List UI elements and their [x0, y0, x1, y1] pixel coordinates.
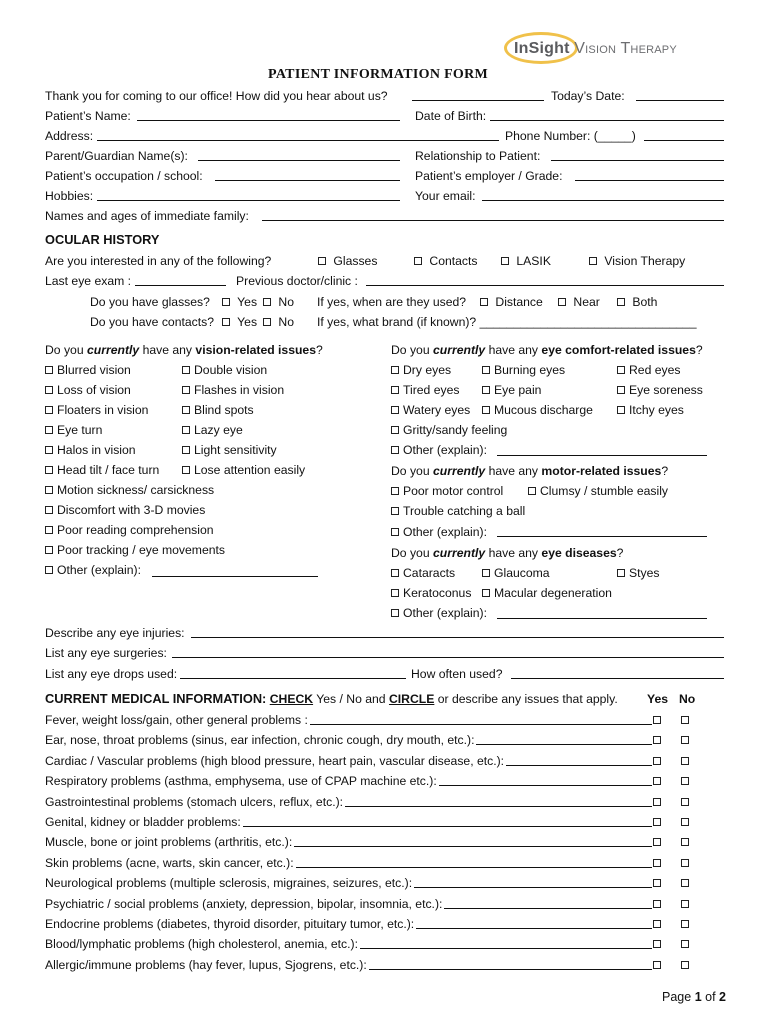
comfort-issue-item-label: Eye pain [494, 383, 542, 397]
medical-item-label: Genital, kidney or bladder problems: [45, 815, 241, 829]
checkbox-icon[interactable] [617, 386, 625, 394]
comfort-issue-item[interactable] [617, 382, 703, 398]
parent-label: Parent/Guardian Name(s): [45, 149, 188, 163]
medical-item-field[interactable] [414, 887, 652, 888]
medical-no-checkbox[interactable] [681, 859, 689, 867]
checkbox-icon[interactable] [391, 366, 399, 374]
medical-no-checkbox[interactable] [681, 838, 689, 846]
glasses-used-label: If yes, when are they used? [317, 295, 467, 309]
comfort-other-field[interactable] [497, 455, 707, 456]
family-field[interactable] [262, 220, 724, 221]
medical-item-label: Respiratory problems (asthma, emphysema, use of CPAP machine etc.): [45, 774, 437, 789]
medical-no-checkbox[interactable] [681, 940, 689, 948]
comfort-issue-item-label: Burning eyes [494, 363, 566, 377]
checkbox-icon[interactable] [480, 298, 488, 306]
medical-no-checkbox[interactable] [681, 818, 689, 826]
medical-item-field[interactable] [310, 724, 652, 725]
medical-item-field[interactable] [439, 785, 652, 786]
checkbox-icon[interactable] [482, 366, 490, 374]
medical-yes-checkbox[interactable] [653, 961, 661, 969]
medical-heading: CURRENT MEDICAL INFORMATION: CHECK Yes / No and CIRCLE or describe any issues that apply. [45, 691, 618, 706]
hear-about-field[interactable] [412, 100, 544, 101]
medical-item-field[interactable] [444, 908, 652, 909]
checkbox-icon[interactable] [482, 386, 490, 394]
checkbox-icon[interactable] [414, 257, 422, 265]
comfort-issue-item-label: Watery eyes [403, 403, 471, 417]
medical-item-field[interactable] [294, 846, 652, 847]
vision-issue-item[interactable] [45, 542, 225, 558]
medical-yes-checkbox[interactable] [653, 879, 661, 887]
comfort-issues-question: Do you currently have any eye comfort-related issues? [391, 343, 703, 357]
hobbies-label: Hobbies: [45, 189, 94, 203]
medical-item-label: Blood/lymphatic problems (high cholesterol, anemia, etc.): [45, 937, 358, 952]
medical-no-checkbox[interactable] [681, 920, 689, 928]
address-label: Address: [45, 129, 94, 143]
checkbox-icon[interactable] [182, 386, 190, 394]
employer-field[interactable] [575, 180, 724, 181]
family-label: Names and ages of immediate family: [45, 209, 249, 223]
vision-issue-item[interactable] [182, 462, 305, 478]
page-title: PATIENT INFORMATION FORM [268, 67, 489, 82]
motor-issues-question: Do you currently have any motor-related issues? [391, 464, 669, 478]
checkbox-icon[interactable] [391, 609, 399, 617]
phone-field[interactable] [644, 140, 724, 141]
medical-item-field[interactable] [360, 948, 652, 949]
checkbox-icon[interactable] [182, 426, 190, 434]
checkbox-icon[interactable] [45, 426, 53, 434]
contacts-yes[interactable]: Yes [222, 314, 257, 330]
disease-other[interactable]: Other (explain): [391, 605, 487, 621]
page-number: Page 1 of 2 [662, 990, 726, 1004]
injuries-field[interactable] [191, 637, 724, 638]
checkbox-icon[interactable] [391, 386, 399, 394]
comfort-issue-item[interactable] [391, 402, 470, 418]
comfort-issue-item-label: Tired eyes [403, 383, 460, 397]
medical-no-checkbox[interactable] [681, 879, 689, 887]
checkbox-icon[interactable] [45, 566, 53, 574]
checkbox-icon[interactable] [45, 446, 53, 454]
checkbox-icon[interactable] [558, 298, 566, 306]
vision-issue-item-label: Poor reading comprehension [57, 523, 214, 537]
comfort-issue-item[interactable] [617, 402, 684, 418]
vision-issue-item[interactable] [182, 362, 267, 378]
comfort-issue-item-label: Red eyes [629, 363, 681, 377]
address-field[interactable] [97, 140, 499, 141]
checkbox-icon[interactable] [391, 589, 399, 597]
medical-item-field[interactable] [345, 806, 652, 807]
checkbox-icon[interactable] [45, 366, 53, 374]
medical-yes-checkbox[interactable] [653, 798, 661, 806]
checkbox-icon[interactable] [182, 366, 190, 374]
prev-doctor-field[interactable] [366, 285, 724, 286]
comfort-issue-item-label: Itchy eyes [629, 403, 684, 417]
vision-issue-item[interactable] [45, 382, 131, 398]
medical-item-field[interactable] [416, 928, 652, 929]
checkbox-icon[interactable] [391, 487, 399, 495]
comfort-issue-item-label: Eye soreness [629, 383, 703, 397]
contacts-no[interactable]: No [263, 314, 294, 330]
comfort-issue-item[interactable] [617, 362, 681, 378]
checkbox-icon[interactable] [182, 446, 190, 454]
vision-issue-item[interactable] [182, 442, 277, 458]
occupation-label: Patient’s occupation / school: [45, 169, 203, 183]
comfort-other[interactable]: Other (explain): [391, 442, 487, 458]
drops-label: List any eye drops used: [45, 667, 178, 681]
vision-issue-item[interactable] [45, 402, 148, 418]
motor-other[interactable]: Other (explain): [391, 524, 487, 540]
comfort-issue-item[interactable] [391, 362, 451, 378]
opt-distance[interactable]: Distance [480, 294, 543, 310]
hobbies-field[interactable] [97, 200, 400, 201]
checkbox-icon[interactable] [391, 528, 399, 536]
medical-yes-checkbox[interactable] [653, 900, 661, 908]
vision-issue-item-label: Motion sickness/ carsickness [57, 483, 215, 497]
vision-issue-item[interactable] [45, 522, 214, 538]
medical-item-label: Skin problems (acne, warts, skin cancer, etc.): [45, 855, 294, 870]
how-often-label: How often used? [411, 667, 503, 681]
email-field[interactable] [482, 200, 724, 201]
disease-macular[interactable]: Macular degeneration [482, 585, 612, 601]
medical-item-field[interactable] [506, 765, 652, 766]
vision-issue-item-label: Eye turn [57, 423, 103, 437]
have-glasses-label: Do you have glasses? [90, 295, 210, 309]
checkbox-icon[interactable] [263, 298, 271, 306]
checkbox-icon[interactable] [263, 318, 271, 326]
vision-issue-item-label: Discomfort with 3-D movies [57, 503, 206, 517]
vision-issue-item-label: Lazy eye [194, 423, 243, 437]
vision-issue-item[interactable] [45, 502, 205, 518]
comfort-gritty[interactable]: Gritty/sandy feeling [391, 422, 507, 438]
email-label: Your email: [415, 189, 476, 203]
medical-item-label: Neurological problems (multiple sclerosis, migraines, seizures, etc.): [45, 876, 413, 891]
vision-issues-question: Do you currently have any vision-related issues? [45, 343, 323, 357]
checkbox-icon[interactable] [222, 298, 230, 306]
medical-item-field[interactable] [243, 826, 652, 827]
dob-label: Date of Birth: [415, 109, 487, 123]
glasses-yes[interactable]: Yes [222, 294, 257, 310]
last-exam-field[interactable] [135, 285, 226, 286]
have-contacts-label: Do you have contacts? [90, 315, 214, 329]
medical-item-label: Gastrointestinal problems (stomach ulcers, reflux, etc.): [45, 794, 344, 809]
checkbox-icon[interactable] [391, 426, 399, 434]
patient-name-label: Patient’s Name: [45, 109, 131, 123]
glasses-no[interactable]: No [263, 294, 294, 310]
checkbox-icon[interactable] [589, 257, 597, 265]
opt-contacts[interactable]: Contacts [414, 253, 478, 269]
injuries-label: Describe any eye injuries: [45, 626, 185, 640]
checkbox-icon[interactable] [391, 406, 399, 414]
vision-issue-item-label: Lose attention easily [194, 463, 306, 477]
drops-field[interactable] [180, 678, 406, 679]
opt-lasik[interactable]: LASIK [501, 253, 551, 269]
surgeries-label: List any eye surgeries: [45, 646, 167, 660]
medical-yes-checkbox[interactable] [653, 940, 661, 948]
no-column-header: No [679, 692, 696, 706]
contacts-brand-label: If yes, what brand (if known)? ________________________________ [317, 315, 697, 329]
vision-issue-item[interactable] [45, 362, 131, 378]
medical-yes-checkbox[interactable] [653, 716, 661, 724]
yes-column-header: Yes [647, 692, 669, 706]
disease-cataracts[interactable]: Cataracts [391, 565, 455, 581]
dob-field[interactable] [490, 120, 724, 121]
last-exam-label: Last eye exam : [45, 274, 132, 288]
occupation-field[interactable] [215, 180, 400, 181]
checkbox-icon[interactable] [318, 257, 326, 265]
disease-styes[interactable]: Styes [617, 565, 659, 581]
prev-doctor-label: Previous doctor/clinic : [236, 274, 358, 288]
vision-issue-item-label: Other (explain): [57, 563, 141, 577]
medical-item-label: Muscle, bone or joint problems (arthritis, etc.): [45, 835, 293, 850]
checkbox-icon[interactable] [391, 507, 399, 515]
vision-issue-item-label: Floaters in vision [57, 403, 149, 417]
medical-item-field[interactable] [296, 867, 652, 868]
checkbox-icon[interactable] [45, 486, 53, 494]
comfort-issue-item[interactable] [391, 382, 459, 398]
ocular-heading: OCULAR HISTORY [45, 232, 160, 247]
phone-label: Phone Number: (_____) [505, 129, 636, 143]
vision-issue-item-label: Head tilt / face turn [57, 463, 160, 477]
medical-no-checkbox[interactable] [681, 716, 689, 724]
checkbox-icon[interactable] [617, 298, 625, 306]
checkbox-icon[interactable] [45, 466, 53, 474]
checkbox-icon[interactable] [45, 506, 53, 514]
logo-text: InSight Vision Therapy [514, 40, 677, 57]
vision-issue-item-label: Blurred vision [57, 363, 131, 377]
disease-glaucoma[interactable]: Glaucoma [482, 565, 550, 581]
vision-issue-item-label: Halos in vision [57, 443, 136, 457]
vision-issue-item[interactable] [182, 402, 254, 418]
medical-item-label: Endocrine problems (diabetes, thyroid disorder, pituitary tumor, etc.): [45, 917, 415, 931]
medical-item-label: Ear, nose, throat problems (sinus, ear infection, chronic cough, dry mouth, etc.): [45, 733, 475, 748]
checkbox-icon[interactable] [182, 406, 190, 414]
medical-item-field[interactable] [476, 744, 652, 745]
checkbox-icon[interactable] [391, 569, 399, 577]
checkbox-icon[interactable] [45, 526, 53, 534]
vision-issue-item[interactable] [45, 482, 214, 498]
medical-item-label: Cardiac / Vascular problems (high blood pressure, heart pain, vascular disease, etc.): [45, 753, 505, 768]
medical-yes-checkbox[interactable] [653, 818, 661, 826]
checkbox-icon[interactable] [482, 569, 490, 577]
opt-glasses[interactable]: Glasses [318, 253, 377, 269]
disease-keratoconus[interactable]: Keratoconus [391, 585, 471, 601]
checkbox-icon[interactable] [222, 318, 230, 326]
medical-no-checkbox[interactable] [681, 757, 689, 765]
checkbox-icon[interactable] [528, 487, 536, 495]
patient-name-field[interactable] [137, 120, 400, 121]
medical-item-label: Fever, weight loss/gain, other general problems : [45, 713, 308, 727]
vision-other-field[interactable] [152, 576, 318, 577]
medical-item-label: Allergic/immune problems (hay fever, lupus, Sjogrens, etc.): [45, 957, 367, 972]
vision-issue-item-label: Poor tracking / eye movements [57, 543, 225, 557]
comfort-issue-item[interactable] [482, 402, 593, 418]
opt-both[interactable]: Both [617, 294, 657, 310]
checkbox-icon[interactable] [617, 406, 625, 414]
checkbox-icon[interactable] [617, 366, 625, 374]
checkbox-icon[interactable] [45, 386, 53, 394]
vision-issue-item-label: Loss of vision [57, 383, 131, 397]
medical-no-checkbox[interactable] [681, 961, 689, 969]
motor-trouble-ball[interactable]: Trouble catching a ball [391, 503, 525, 519]
checkbox-icon[interactable] [501, 257, 509, 265]
comfort-issue-item[interactable] [482, 362, 565, 378]
comfort-issue-item-label: Dry eyes [403, 363, 452, 377]
logo [500, 30, 715, 70]
how-often-field[interactable] [511, 678, 724, 679]
medical-yes-checkbox[interactable] [653, 920, 661, 928]
todays-date-field[interactable] [636, 100, 724, 101]
surgeries-field[interactable] [172, 657, 724, 658]
checkbox-icon[interactable] [617, 569, 625, 577]
todays-date-label: Today’s Date: [551, 89, 625, 103]
vision-issue-item[interactable] [45, 422, 102, 438]
interested-label: Are you interested in any of the following? [45, 254, 272, 268]
opt-vision-therapy[interactable]: Vision Therapy [589, 253, 685, 269]
vision-issue-item[interactable] [182, 422, 243, 438]
checkbox-icon[interactable] [182, 466, 190, 474]
motor-clumsy[interactable]: Clumsy / stumble easily [528, 483, 668, 499]
vision-issue-item[interactable] [45, 562, 141, 578]
parent-field[interactable] [198, 160, 400, 161]
checkbox-icon[interactable] [45, 546, 53, 554]
medical-item-label: Psychiatric / social problems (anxiety, depression, bipolar, insomnia, etc.): [45, 896, 443, 911]
medical-yes-checkbox[interactable] [653, 859, 661, 867]
medical-no-checkbox[interactable] [681, 900, 689, 908]
vision-issue-item-label: Double vision [194, 363, 268, 377]
disease-other-field[interactable] [497, 618, 707, 619]
hear-about-label: Thank you for coming to our office! How did you hear about us? [45, 89, 388, 103]
medical-item-field[interactable] [369, 969, 652, 970]
motor-other-field[interactable] [497, 536, 707, 537]
medical-no-checkbox[interactable] [681, 736, 689, 744]
opt-near[interactable]: Near [558, 294, 600, 310]
relationship-field[interactable] [551, 160, 724, 161]
checkbox-icon[interactable] [45, 406, 53, 414]
comfort-issue-item-label: Mucous discharge [494, 403, 593, 417]
medical-yes-checkbox[interactable] [653, 736, 661, 744]
relationship-label: Relationship to Patient: [415, 149, 541, 163]
employer-label: Patient’s employer / Grade: [415, 169, 563, 183]
vision-issue-item-label: Blind spots [194, 403, 254, 417]
medical-no-checkbox[interactable] [681, 798, 689, 806]
checkbox-icon[interactable] [391, 446, 399, 454]
medical-yes-checkbox[interactable] [653, 838, 661, 846]
medical-yes-checkbox[interactable] [653, 757, 661, 765]
vision-issue-item[interactable] [182, 382, 284, 398]
comfort-issue-item[interactable] [482, 382, 541, 398]
vision-issue-item-label: Light sensitivity [194, 443, 277, 457]
eye-diseases-question: Do you currently have any eye diseases? [391, 546, 624, 560]
checkbox-icon[interactable] [482, 406, 490, 414]
vision-issue-item[interactable] [45, 462, 159, 478]
checkbox-icon[interactable] [482, 589, 490, 597]
medical-no-checkbox[interactable] [681, 777, 689, 785]
vision-issue-item[interactable] [45, 442, 136, 458]
vision-issue-item-label: Flashes in vision [194, 383, 285, 397]
medical-yes-checkbox[interactable] [653, 777, 661, 785]
motor-poor-control[interactable]: Poor motor control [391, 483, 503, 499]
